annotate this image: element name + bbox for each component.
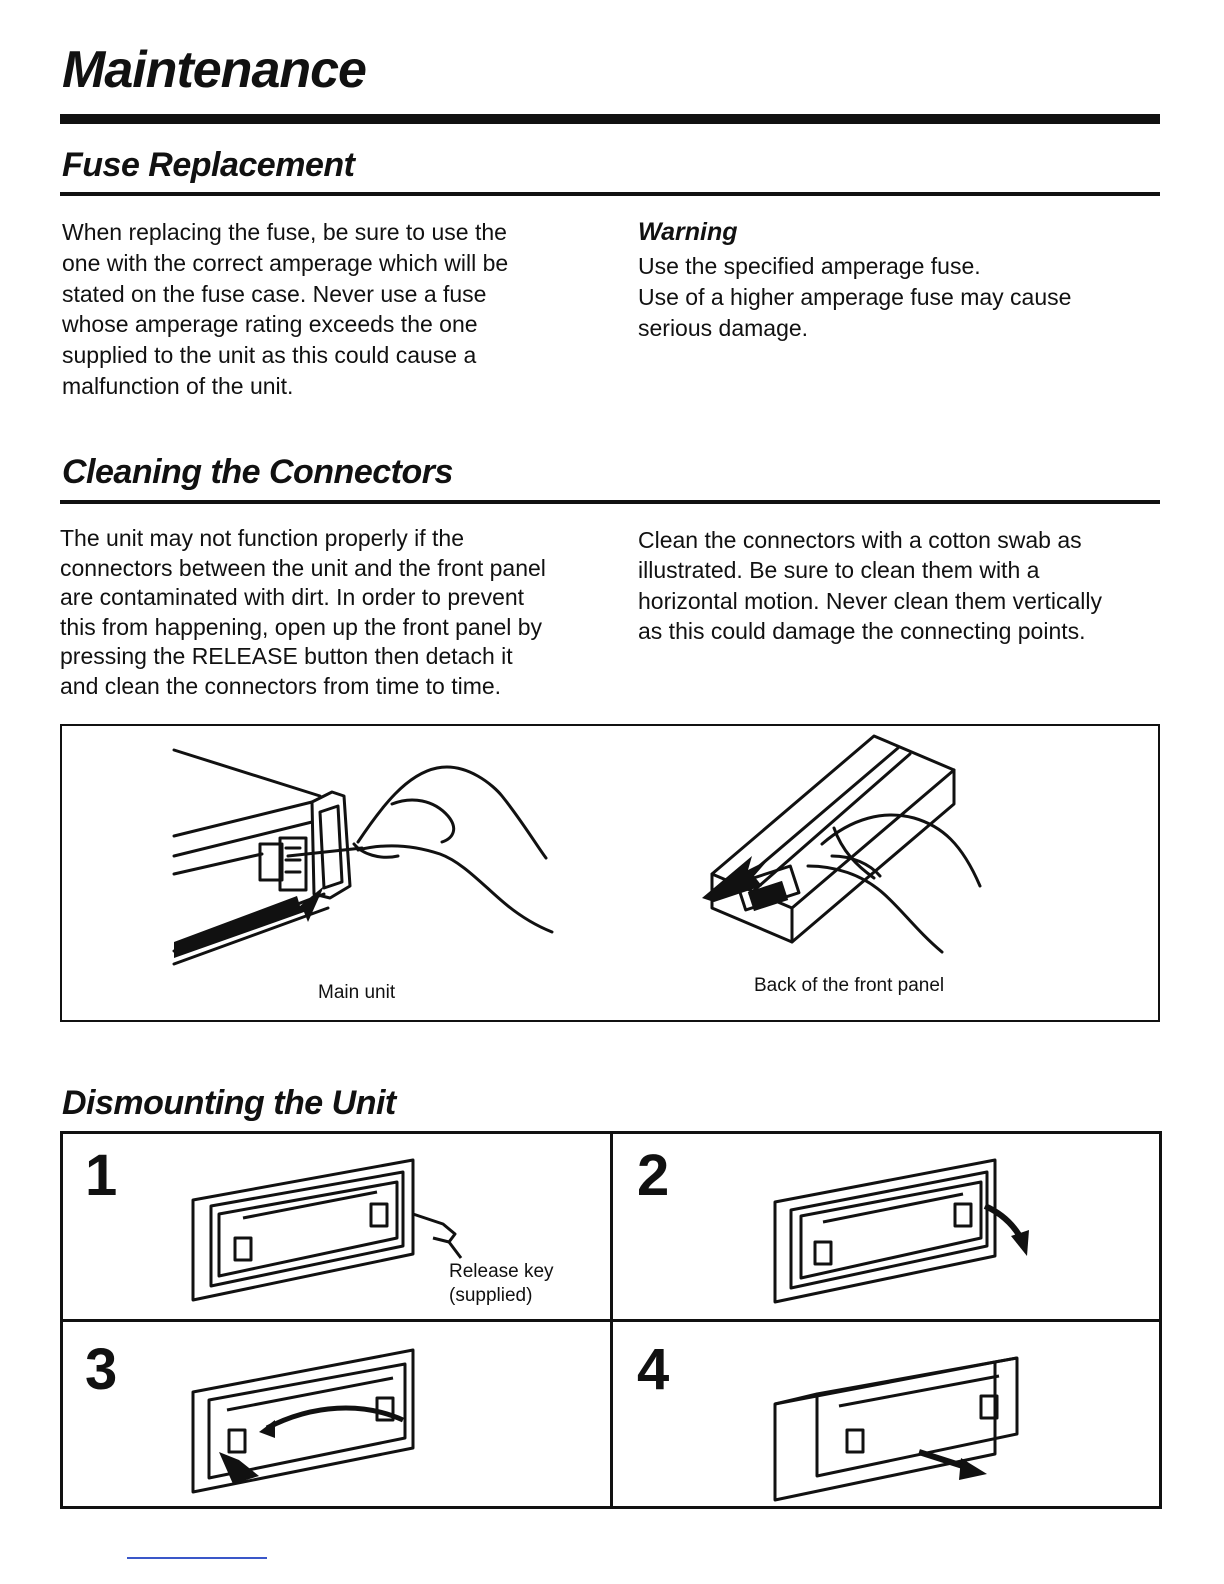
dismount-steps-grid [60,1131,1162,1509]
fuse-rule [60,192,1160,196]
fuse-paragraph [62,217,508,402]
cleaning-right-paragraph [638,525,1102,647]
fuse-line: When replacing the fuse, be sure to use the [62,219,507,245]
step-1-number: 1 [85,1143,118,1208]
warning-line: Use the specified amperage fuse. [638,253,981,279]
cleaning-rule [60,500,1160,504]
cleaning-heading: Cleaning the Connectors [62,453,453,491]
page-title: Maintenance [62,41,366,99]
fuse-heading: Fuse Replacement [62,146,355,184]
cleaning-left-paragraph [60,524,546,702]
title-rule [60,114,1160,124]
footer-link-underline [127,1557,267,1559]
cleaning-right-line: Clean the connectors with a cotton swab as [638,527,1082,553]
cleaning-right-line: illustrated. Be sure to clean them with a [638,557,1040,584]
front-panel-caption: Back of the front panel [754,975,945,996]
dismount-heading: Dismounting the Unit [62,1084,396,1122]
release-key-caption-line: Release key [449,1261,554,1282]
cleaning-left-line: pressing the RELEASE button then detach it [60,643,513,670]
cleaning-right-line: as this could damage the connecting points. [638,618,1086,645]
front-panel-back-illustration [62,726,1162,1024]
cleaning-left-line: connectors between the unit and the front panel [60,554,546,581]
fuse-line: stated on the fuse case. Never use a fuse [62,280,487,307]
fuse-line: whose amperage rating exceeds the one [62,311,478,338]
cleaning-left-line: The unit may not function properly if the [60,525,464,551]
release-key-caption-line: (supplied) [449,1285,533,1306]
cleaning-illustration-box [60,724,1160,1022]
cleaning-left-line: are contaminated with dirt. In order to prevent [60,584,525,611]
step-4-number: 4 [637,1337,670,1402]
main-unit-caption: Main unit [318,982,396,1003]
cleaning-right-line: horizontal motion. Never clean them vertically [638,587,1103,614]
warning-paragraph [638,251,1071,343]
step-4-illustration [63,1134,613,1512]
cleaning-left-line: and clean the connectors from time to time. [60,672,502,699]
warning-line: Use of a higher amperage fuse may cause [638,283,1072,310]
step-3-number: 3 [85,1337,118,1402]
cleaning-left-line: this from happening, open up the front panel by [60,613,543,640]
fuse-line: supplied to the unit as this could cause a [62,342,477,369]
step-2-number: 2 [637,1143,670,1208]
warning-heading: Warning [638,218,738,246]
warning-line: serious damage. [638,314,809,341]
fuse-line: one with the correct amperage which will be [62,249,509,276]
fuse-line: malfunction of the unit. [62,372,294,399]
